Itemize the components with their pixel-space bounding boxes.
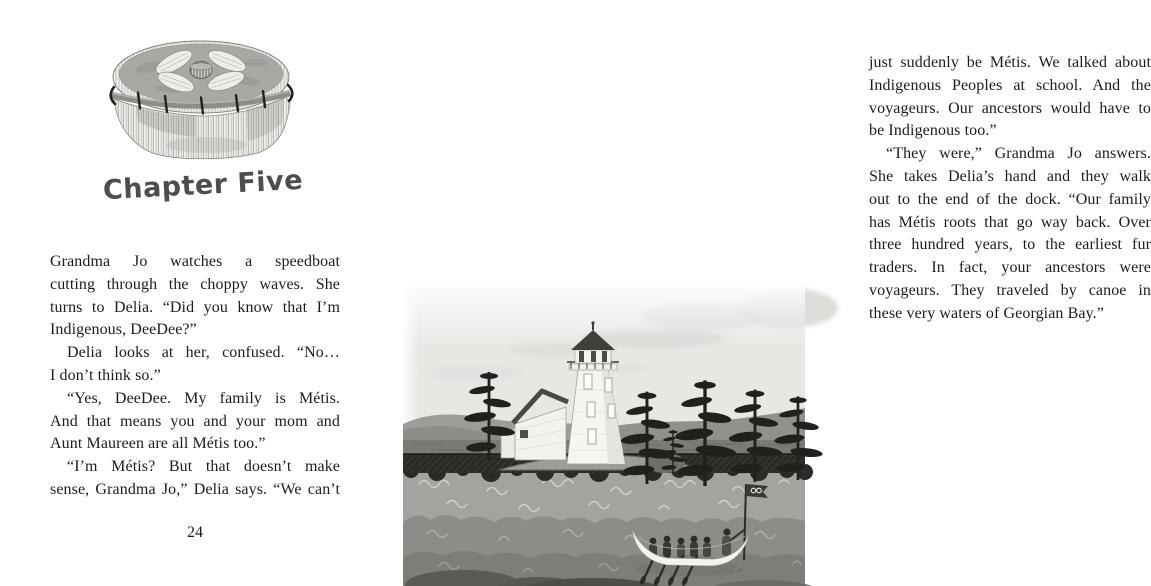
text-line: Indigenous Peoples at school. And the bbox=[869, 76, 1151, 94]
left-page bbox=[0, 0, 402, 586]
text-line: be Indigenous too.” bbox=[869, 122, 997, 140]
text-line: three hundred years, to the earliest fur bbox=[869, 236, 1151, 254]
text-line: Delia looks at her, confused. “No… bbox=[67, 344, 340, 362]
right-page-text bbox=[869, 52, 1151, 326]
text-line: Indigenous, DeeDee?” bbox=[50, 321, 197, 339]
text-line: She takes Delia’s hand and they walk bbox=[869, 167, 1151, 185]
lighthouse-bay-illustration bbox=[403, 278, 805, 586]
text-line: cutting through the choppy waves. She bbox=[50, 275, 340, 293]
page-number: 24 bbox=[187, 524, 203, 541]
text-line: voyageurs. Our ancestors would have to bbox=[869, 99, 1151, 117]
quill-box-illustration bbox=[106, 37, 296, 163]
text-line: traders. In fact, your ancestors were bbox=[869, 259, 1151, 277]
text-line: “I’m Métis? But that doesn’t make bbox=[67, 458, 340, 476]
text-line: sense, Grandma Jo,” Delia says. “We can’t bbox=[50, 480, 340, 498]
text-line: “Yes, DeeDee. My family is Métis. bbox=[67, 389, 340, 407]
text-line: “They were,” Grandma Jo answers. bbox=[886, 145, 1151, 163]
text-line: I don’t think so.” bbox=[50, 366, 161, 384]
text-line: these very waters of Georgian Bay.” bbox=[869, 304, 1104, 322]
text-line: out to the end of the dock. “Our family bbox=[869, 190, 1151, 208]
left-page-text bbox=[50, 251, 340, 502]
chapter-title: Chapter Five bbox=[102, 164, 304, 207]
text-line: voyageurs. They traveled by canoe in bbox=[869, 281, 1151, 299]
text-line: just suddenly be Métis. We talked about bbox=[869, 54, 1151, 71]
text-line: Aunt Maureen are all Métis too.” bbox=[50, 435, 266, 453]
text-line: And that means you and your mom and bbox=[50, 412, 340, 430]
text-line: has Métis roots that go way back. Over bbox=[869, 213, 1151, 231]
text-line: turns to Delia. “Did you know that I’m bbox=[50, 298, 340, 316]
text-line: Grandma Jo watches a speedboat bbox=[50, 253, 340, 270]
